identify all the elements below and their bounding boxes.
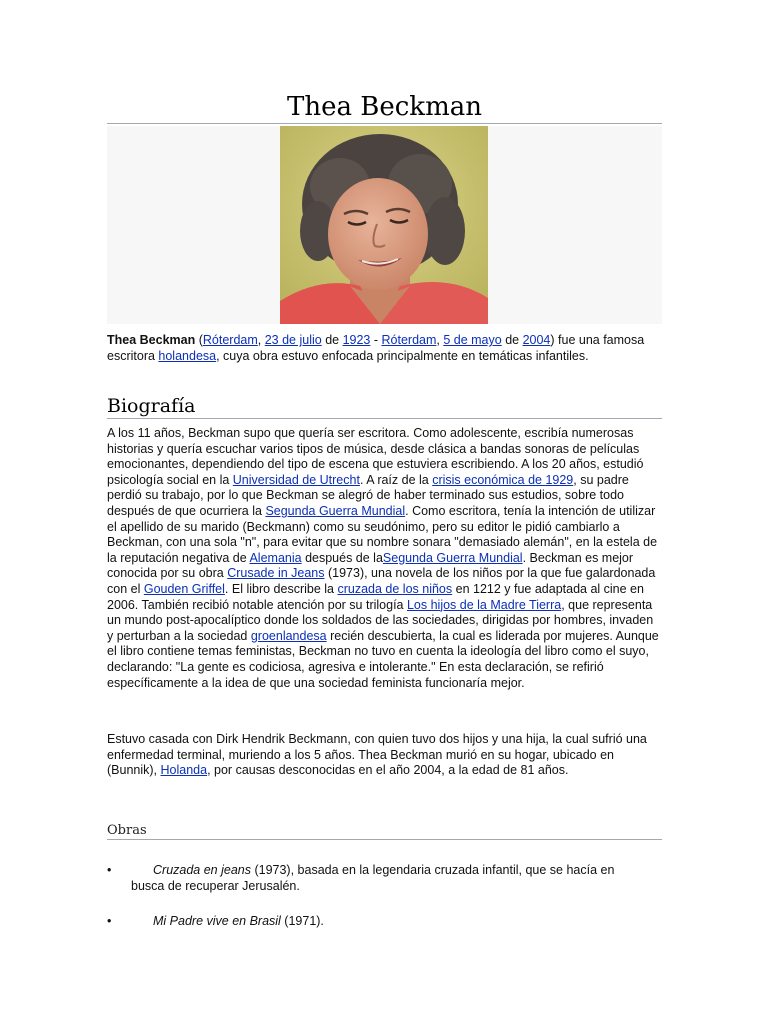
- link-segunda-guerra-mundial[interactable]: Segunda Guerra Mundial: [265, 503, 406, 518]
- bio-text: después de la: [301, 550, 383, 565]
- intro-text: de: [321, 333, 343, 347]
- biography-paragraph-2: [107, 732, 662, 779]
- link-crusade-in-jeans[interactable]: Crusade in Jeans: [227, 566, 325, 581]
- link-roterdam-2[interactable]: Róterdam: [381, 333, 437, 347]
- bio-text: , que representa un mundo post-apocalíptico donde los soldados de las sociedades, dirigidas por hombres, invaden y perturban a la sociedad: [107, 597, 654, 643]
- biography-paragraph-1: [107, 426, 662, 691]
- section-heading-obras: Obras: [107, 823, 147, 838]
- page-title: Thea Beckman: [287, 92, 482, 122]
- list-item-text: [131, 862, 651, 894]
- bullet-icon: •: [107, 863, 112, 877]
- link-holanda[interactable]: Holanda: [160, 763, 208, 778]
- work-title: Mi Padre vive en Brasil: [153, 914, 281, 928]
- bio-text: recién descubierta, la cual es liderada por mujeres. Aunque el libro contiene temas feministas, Beckman no tuvo en cuenta la ideología del libro como el suyo, declarando: "La gente es codiciosa, agresiva e intolerante." En esta declaración, se refirió específicamente a la idea de que una sociedad feminista funcionaría mejor.: [107, 628, 659, 690]
- link-groenlandesa[interactable]: groenlandesa: [250, 628, 327, 643]
- link-cruzada-de-los-ninos[interactable]: cruzada de los niños: [337, 581, 453, 596]
- intro-text: , cuya obra estuvo enfocada principalmente en temáticas infantiles.: [216, 348, 589, 363]
- title-divider: [107, 123, 662, 124]
- work-description: (1971).: [280, 914, 324, 928]
- link-23-de-julio[interactable]: 23 de julio: [264, 333, 322, 347]
- section-divider: [107, 418, 662, 419]
- bio-text: . Como escritora, tenía la intención de utilizar el apellido de su marido (Beckmann) como su seudónimo, pero su editor le pidió cambiarlo a Beckman, con una sola "n", para evitar que su nombre sonara "demasiado alemán", en la estela de la reputación negativa de: [107, 503, 658, 565]
- bio-text: en 1212 y fue adaptada al cine en 2006. También recibió notable atención por su trilogía: [107, 581, 644, 612]
- section-divider: [107, 839, 662, 840]
- portrait-frame: [107, 126, 662, 324]
- bio-text: , su padre perdió su trabajo, por lo que Beckman se alegró de haber terminado sus estudios, sobre todo después de que ocurriera la: [107, 472, 629, 518]
- link-los-hijos-de-la-madre-tierra[interactable]: Los hijos de la Madre Tierra: [406, 597, 562, 612]
- section-heading-biografia: Biografía: [107, 395, 196, 417]
- intro-text: (: [195, 333, 203, 347]
- link-5-de-mayo[interactable]: 5 de mayo: [443, 333, 502, 347]
- bio-text: Estuvo casada con Dirk Hendrik Beckmann, con quien tuvo dos hijos y una hija, la cual sufrió una enfermedad terminal, muriendo a los 5 años. Thea Beckman murió en su hogar, ubicado en (Bunnik),: [107, 732, 647, 778]
- list-item-text: [131, 913, 651, 929]
- intro-text: ,: [436, 333, 444, 347]
- link-2004[interactable]: 2004: [522, 333, 551, 347]
- link-roterdam[interactable]: Róterdam: [202, 333, 258, 347]
- bio-text: , por causas desconocidas en el año 2004, a la edad de 81 años.: [207, 763, 569, 778]
- link-alemania[interactable]: Alemania: [249, 550, 302, 565]
- intro-text: ,: [257, 333, 265, 347]
- bio-text: (1973), una novela de los niños por la que fue galardonada con el: [107, 566, 656, 596]
- intro-text: ) fue una famosa escritora: [107, 333, 645, 363]
- intro-text: de: [501, 333, 523, 347]
- intro-text: -: [370, 333, 382, 347]
- work-title: Cruzada en jeans: [153, 863, 251, 877]
- bio-text: A los 11 años, Beckman supo que quería ser escritora. Como adolescente, escribía numerosas historias y quería escuchar varios tipos de música, desde clásica a bandas sonoras de películas emocionantes, dependiendo del tipo de escena que estuviera escribiendo. A los 20 años, estudió psicología social en la: [107, 426, 644, 487]
- intro-name: Thea Beckman: [107, 333, 196, 347]
- bio-text: . El libro describe la: [224, 581, 338, 596]
- link-holandesa[interactable]: holandesa: [158, 348, 217, 363]
- link-crisis-economica-1929[interactable]: crisis económica de 1929: [432, 472, 574, 487]
- link-universidad-de-utrecht[interactable]: Universidad de Utrecht: [232, 472, 360, 487]
- portrait-image: [280, 126, 488, 324]
- bio-text: . A raíz de la: [359, 472, 433, 487]
- link-segunda-guerra-mundial-2[interactable]: Segunda Guerra Mundial: [382, 550, 523, 565]
- bullet-icon: •: [107, 914, 112, 928]
- work-description: (1973), basada en la legendaria cruzada infantil, que se hacía en busca de recuperar Jerusalén.: [131, 863, 615, 893]
- intro-paragraph: [107, 333, 662, 364]
- link-1923[interactable]: 1923: [342, 333, 371, 347]
- bio-text: . Beckman es mejor conocida por su obra: [107, 550, 634, 581]
- link-gouden-griffel[interactable]: Gouden Griffel: [143, 581, 225, 596]
